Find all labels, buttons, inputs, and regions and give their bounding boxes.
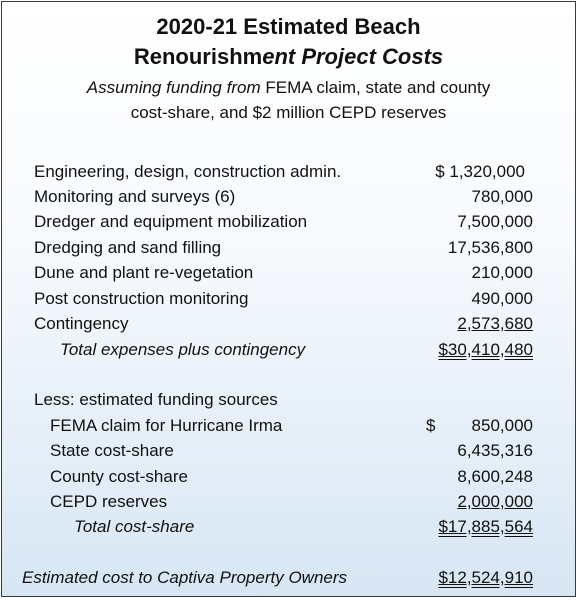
- expense-label: Monitoring and surveys (6): [34, 187, 236, 206]
- expense-value: 780,000: [471, 187, 533, 206]
- owner-cost-value: $12,524,910: [438, 568, 533, 587]
- funding-label: FEMA claim for Hurricane Irma: [50, 416, 283, 435]
- expense-label: Dune and plant re-vegetation: [34, 263, 254, 282]
- expense-value: 490,000: [471, 289, 533, 308]
- expense-label: Post construction monitoring: [34, 289, 249, 308]
- subtitle-line-1: [2, 78, 575, 98]
- funding-total-value: $17,885,564: [438, 517, 533, 536]
- expense-value: 210,000: [471, 263, 533, 282]
- funding-value: 850,000: [471, 416, 533, 435]
- title-line-2-italic: ent Project Costs: [262, 44, 444, 69]
- title-line-2-regular: Renourishm: [133, 44, 263, 69]
- subtitle-line-1-italic: Assuming funding from: [86, 78, 261, 97]
- expense-label: Dredging and sand filling: [34, 238, 222, 257]
- subtitle-line-1-regular: FEMA claim, state and county: [260, 78, 491, 97]
- subtitle-line-2: cost-share, and $2 million CEPD reserves: [130, 103, 447, 122]
- expense-value: 17,536,800: [447, 238, 533, 257]
- expense-value: 7,500,000: [457, 212, 533, 231]
- title-line-2: [2, 44, 575, 70]
- funding-value: 8,600,248: [457, 467, 533, 486]
- funding-label: CEPD reserves: [50, 492, 168, 511]
- owner-cost-label: Estimated cost to Captiva Property Owners: [22, 568, 348, 587]
- funding-header: Less: estimated funding sources: [34, 390, 278, 409]
- expense-label: Contingency: [34, 314, 129, 333]
- funding-label: County cost-share: [50, 467, 188, 486]
- expenses-total-label: Total expenses plus contingency: [60, 340, 306, 359]
- expense-label: Dredger and equipment mobilization: [34, 212, 308, 231]
- funding-label: State cost-share: [50, 441, 174, 460]
- title-line-1: 2020-21 Estimated Beach: [156, 14, 421, 39]
- expense-label: Engineering, design, construction admin.: [34, 162, 342, 181]
- cost-summary-card: [1, 1, 576, 597]
- funding-value: 2,000,000: [457, 492, 533, 511]
- funding-total-label: Total cost-share: [74, 517, 195, 536]
- expense-value: $ 1,320,000: [435, 162, 525, 181]
- expense-value: 2,573,680: [457, 314, 533, 333]
- funding-value: 6,435,316: [457, 441, 533, 460]
- funding-dollar-sign: $: [426, 416, 436, 435]
- expenses-total-value: $30,410,480: [438, 340, 533, 359]
